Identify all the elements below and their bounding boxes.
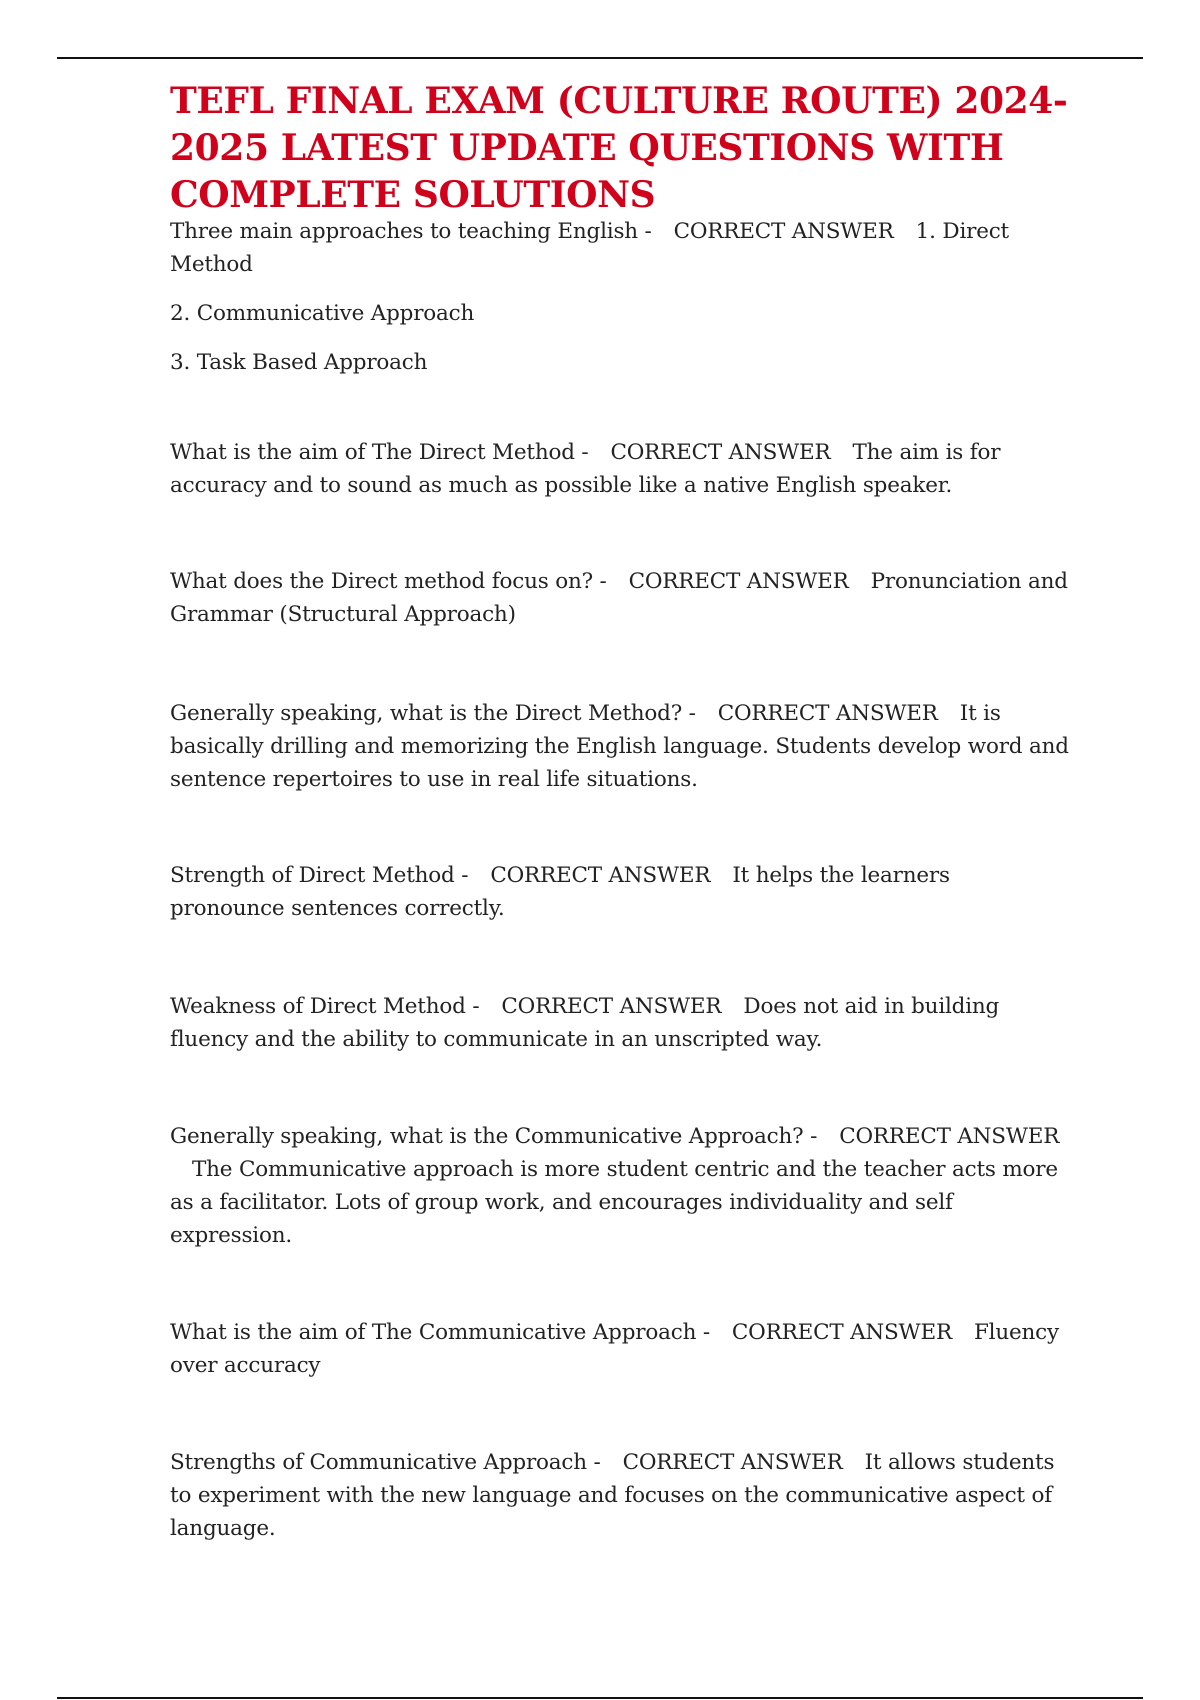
answer-list-line-2: 2. Communicative Approach: [170, 301, 475, 326]
qa-item-6: [170, 990, 1070, 1056]
qa-item-4: [170, 697, 1070, 796]
answer-marker: CORRECT ANSWER: [490, 863, 711, 888]
qa-item-3: [170, 565, 1070, 631]
document-body: [170, 78, 1070, 1545]
qa-item-8: [170, 1316, 1070, 1382]
answer-marker: CORRECT ANSWER: [501, 994, 722, 1019]
question-text: Three main approaches to teaching English -: [170, 219, 652, 244]
answer-text: Pronunciation and Grammar (Structural Approach): [170, 569, 1068, 627]
answer-text: It is basically drilling and memorizing the English language. Students develop word and sentence repertoires to use in real life situations.: [170, 701, 1069, 792]
bottom-rule: [57, 1697, 1143, 1699]
question-text: Generally speaking, what is the Communicative Approach? -: [170, 1124, 818, 1149]
answer-text: Does not aid in building fluency and the ability to communicate in an unscripted way.: [170, 994, 1000, 1052]
question-text: What is the aim of The Communicative Approach -: [170, 1320, 710, 1345]
answer-text: The Communicative approach is more student centric and the teacher acts more as a facilitator. Lots of group work, and encourages individuality and self expression.: [170, 1157, 1058, 1248]
answer-text: It helps the learners pronounce sentences correctly.: [170, 863, 950, 921]
question-text: Generally speaking, what is the Direct Method? -: [170, 701, 696, 726]
qa-item-2: [170, 436, 1070, 502]
qa-item-5: [170, 859, 1070, 925]
answer-marker: CORRECT ANSWER: [673, 219, 894, 244]
answer-marker: CORRECT ANSWER: [839, 1124, 1060, 1149]
answer-marker: CORRECT ANSWER: [622, 1450, 843, 1475]
question-text: What is the aim of The Direct Method -: [170, 440, 589, 465]
answer-text: The aim is for accuracy and to sound as much as possible like a native English speaker.: [170, 440, 1001, 498]
question-text: Strengths of Communicative Approach -: [170, 1450, 601, 1475]
answer-marker: CORRECT ANSWER: [731, 1320, 952, 1345]
answer-marker: CORRECT ANSWER: [628, 569, 849, 594]
question-text: Weakness of Direct Method -: [170, 994, 480, 1019]
answer-marker: CORRECT ANSWER: [610, 440, 831, 465]
question-text: What does the Direct method focus on? -: [170, 569, 607, 594]
qa-item-7: [170, 1120, 1070, 1252]
answer-text: Fluency over accuracy: [170, 1320, 1059, 1378]
qa-item-9: [170, 1446, 1070, 1545]
answer-list-line-3: 3. Task Based Approach: [170, 350, 428, 375]
document-title: TEFL FINAL EXAM (CULTURE ROUTE) 2024-2025 LATEST UPDATE QUESTIONS WITH COMPLETE SOLUTIONS: [170, 80, 1068, 216]
qa-item-1: [170, 215, 1070, 281]
answer-marker: CORRECT ANSWER: [717, 701, 938, 726]
question-text: Strength of Direct Method -: [170, 863, 469, 888]
top-rule: [57, 57, 1143, 59]
answer-text: 1. Direct Method: [170, 219, 1010, 277]
answer-text: It allows students to experiment with the new language and focuses on the communicative aspect of language.: [170, 1450, 1055, 1541]
